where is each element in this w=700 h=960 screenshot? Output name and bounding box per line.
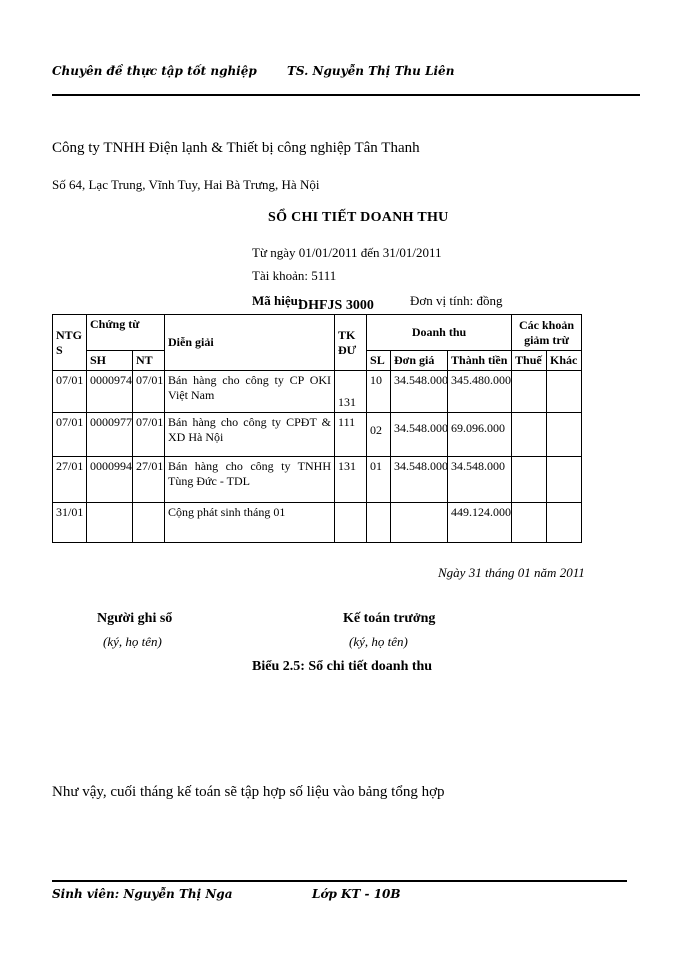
cell-other: [547, 457, 582, 503]
cell-qty: 01: [367, 457, 391, 503]
col-description: Diễn giải: [165, 315, 335, 371]
ledger-table: [52, 314, 582, 543]
company-address: Số 64, Lạc Trung, Vĩnh Tuy, Hai Bà Trưng, Hà Nội: [52, 177, 320, 192]
col-sh: SH: [87, 351, 133, 371]
cell-unit-price: 34.548.000: [391, 413, 448, 457]
cell-amount: 34.548.000: [448, 457, 512, 503]
company-name: Công ty TNHH Điện lạnh & Thiết bị công nghiệp Tân Thanh: [52, 140, 420, 156]
cell-account: [335, 503, 367, 543]
cell-nt: 07/01: [133, 371, 165, 413]
col-ntgs: NTG S: [53, 315, 87, 371]
cell-account: 111: [335, 413, 367, 457]
cell-ntgs: 07/01: [53, 413, 87, 457]
footer-rule: [52, 880, 627, 882]
date-line: Ngày 31 tháng 01 năm 2011: [438, 565, 585, 580]
header-rule: [52, 94, 640, 96]
cell-description: Bán hàng cho công ty TNHH Tùng Đức - TDL: [165, 457, 335, 503]
cell-account: 131: [335, 457, 367, 503]
signature-left-note: (ký, họ tên): [103, 634, 162, 649]
cell-description: Cộng phát sinh tháng 01: [165, 503, 335, 543]
cell-unit-price: 34.548.000: [391, 457, 448, 503]
cell-other: [547, 413, 582, 457]
cell-ntgs: 07/01: [53, 371, 87, 413]
cell-sh: 0000974: [87, 371, 133, 413]
signature-right-title: Kế toán trưởng: [343, 611, 436, 626]
col-unit-price: Đơn giá: [391, 351, 448, 371]
col-deductions: Các khoản giảm trừ: [512, 315, 582, 351]
cell-amount: 449.124.000: [448, 503, 512, 543]
cell-qty: 10: [367, 371, 391, 413]
cell-nt: 07/01: [133, 413, 165, 457]
col-tax: Thuế: [512, 351, 547, 371]
cell-tax: [512, 371, 547, 413]
cell-tax: [512, 503, 547, 543]
page-footer-left: Sinh viên: Nguyễn Thị Nga: [52, 887, 233, 901]
cell-qty: [367, 503, 391, 543]
col-amount: Thành tiền: [448, 351, 512, 371]
table-row: [53, 371, 582, 413]
cell-sh: 0000994: [87, 457, 133, 503]
total-row: [53, 503, 582, 543]
cell-nt: [133, 503, 165, 543]
cell-description: Bán hàng cho công ty CP OKI Việt Nam: [165, 371, 335, 413]
cell-unit-price: 34.548.000: [391, 371, 448, 413]
signature-right-note: (ký, họ tên): [349, 634, 408, 649]
cell-tax: [512, 413, 547, 457]
cell-description: Bán hàng cho công ty CPĐT & XD Hà Nội: [165, 413, 335, 457]
col-nt: NT: [133, 351, 165, 371]
table-row: [53, 457, 582, 503]
signature-left-title: Người ghi sổ: [97, 611, 173, 626]
figure-caption: Biểu 2.5: Sổ chi tiết doanh thu: [252, 659, 433, 674]
col-qty: SL: [367, 351, 391, 371]
cell-amount: 69.096.000: [448, 413, 512, 457]
cell-unit-price: [391, 503, 448, 543]
page-header-left: Chuyên đề thực tập tốt nghiệp: [52, 64, 257, 78]
cell-ntgs: 31/01: [53, 503, 87, 543]
cell-ntgs: 27/01: [53, 457, 87, 503]
conclusion-text: Như vậy, cuối tháng kế toán sẽ tập hợp số liệu vào bảng tổng hợp: [52, 784, 445, 800]
cell-sh: 0000977: [87, 413, 133, 457]
cell-tax: [512, 457, 547, 503]
cell-sh: [87, 503, 133, 543]
ledger-title: SỔ CHI TIẾT DOANH THU: [268, 210, 449, 225]
cell-amount: 345.480.000: [448, 371, 512, 413]
col-revenue: Doanh thu: [367, 315, 512, 351]
ledger-account: Tài khoản: 5111: [252, 268, 337, 283]
page-footer-right: Lớp KT - 10B: [312, 887, 401, 901]
ledger-unit: Đơn vị tính: đồng: [410, 293, 503, 308]
ledger-code-label: Mã hiệu:: [252, 293, 303, 308]
table-row: [53, 413, 582, 457]
col-account-du: TK ĐƯ: [335, 315, 367, 371]
cell-other: [547, 503, 582, 543]
page-header-right: TS. Nguyễn Thị Thu Liên: [287, 64, 455, 78]
col-voucher: Chứng từ: [87, 315, 165, 351]
cell-other: [547, 371, 582, 413]
cell-account: 131: [335, 371, 367, 413]
cell-nt: 27/01: [133, 457, 165, 503]
ledger-period: Từ ngày 01/01/2011 đến 31/01/2011: [252, 245, 442, 260]
ledger-code-value: DHFJS 3000: [298, 298, 374, 313]
col-other: Khác: [547, 351, 582, 371]
cell-qty: 02: [367, 413, 391, 457]
